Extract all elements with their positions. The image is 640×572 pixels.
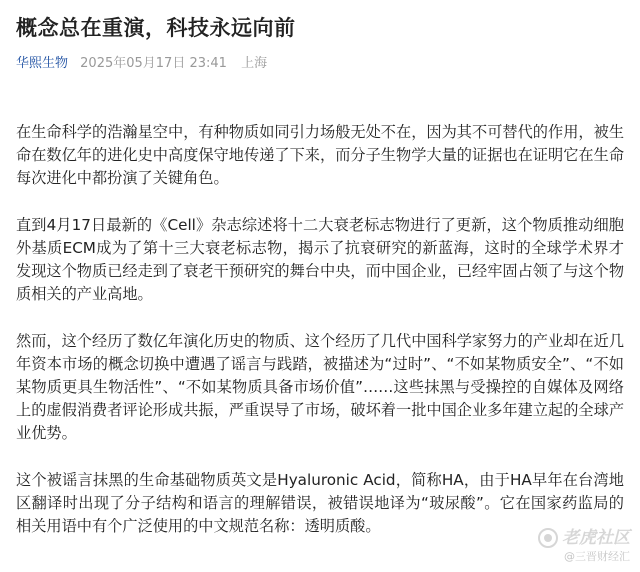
author-link[interactable]: 华熙生物	[16, 56, 69, 71]
article-title: 概念总在重演，科技永远向前	[16, 16, 296, 40]
paragraph: 然而，这个经历了数亿年演化历史的物质、这个经历了几代中国科学家努力的产业却在近几年资本市场的概念切换中遭遇了谣言与践踏，被描述为“过时”、“不如某物质安全”、“不如某物质更具生物活性”、“不如某物质具备市场价值”……这些抹黑与受操控的自媒体及网络上的虚假消费者评论形成共振，严重误导了市场，破坏着一批中国企业多年建立起的全球产业优势。	[16, 332, 624, 442]
paragraph: 直到4月17日最新的《Cell》杂志综述将十二大衰老标志物进行了更新，这个物质推动细胞外基质ECM成为了第十三大衰老标志物，揭示了抗衰研究的新蓝海，这时的全球学术界才发现这个物质已经走到了衰老干预研究的舞台中央，而中国企业，已经牢固占领了与这个物质相关的产业高地。	[16, 216, 624, 303]
paragraph: 这个被谣言抹黑的生命基础物质英文是Hyaluronic Acid，简称HA，由于HA早年在台湾地区翻译时出现了分子结构和语言的理解错误，被错误地译为“玻尿酸”。它在国家药监局的相关用语中有个广泛使用的中文规范名称：透明质酸。	[16, 471, 624, 535]
tiger-logo-icon	[538, 528, 558, 548]
publish-location: 上海	[241, 56, 268, 71]
article-content	[16, 121, 624, 562]
watermark-handle: @三晋财经汇	[564, 550, 630, 563]
watermark-brand: 老虎社区	[562, 528, 630, 548]
article-meta	[16, 52, 267, 71]
watermark	[538, 528, 630, 565]
paragraph: 在生命科学的浩瀚星空中，有种物质如同引力场般无处不在，因为其不可替代的作用，被生命在数亿年的进化史中高度保守地传递了下来，而分子生物学大量的证据也在证明它在生命每次进化中都扮演了关键角色。	[16, 123, 624, 187]
publish-date: 2025年05月17日 23:41	[80, 56, 227, 71]
